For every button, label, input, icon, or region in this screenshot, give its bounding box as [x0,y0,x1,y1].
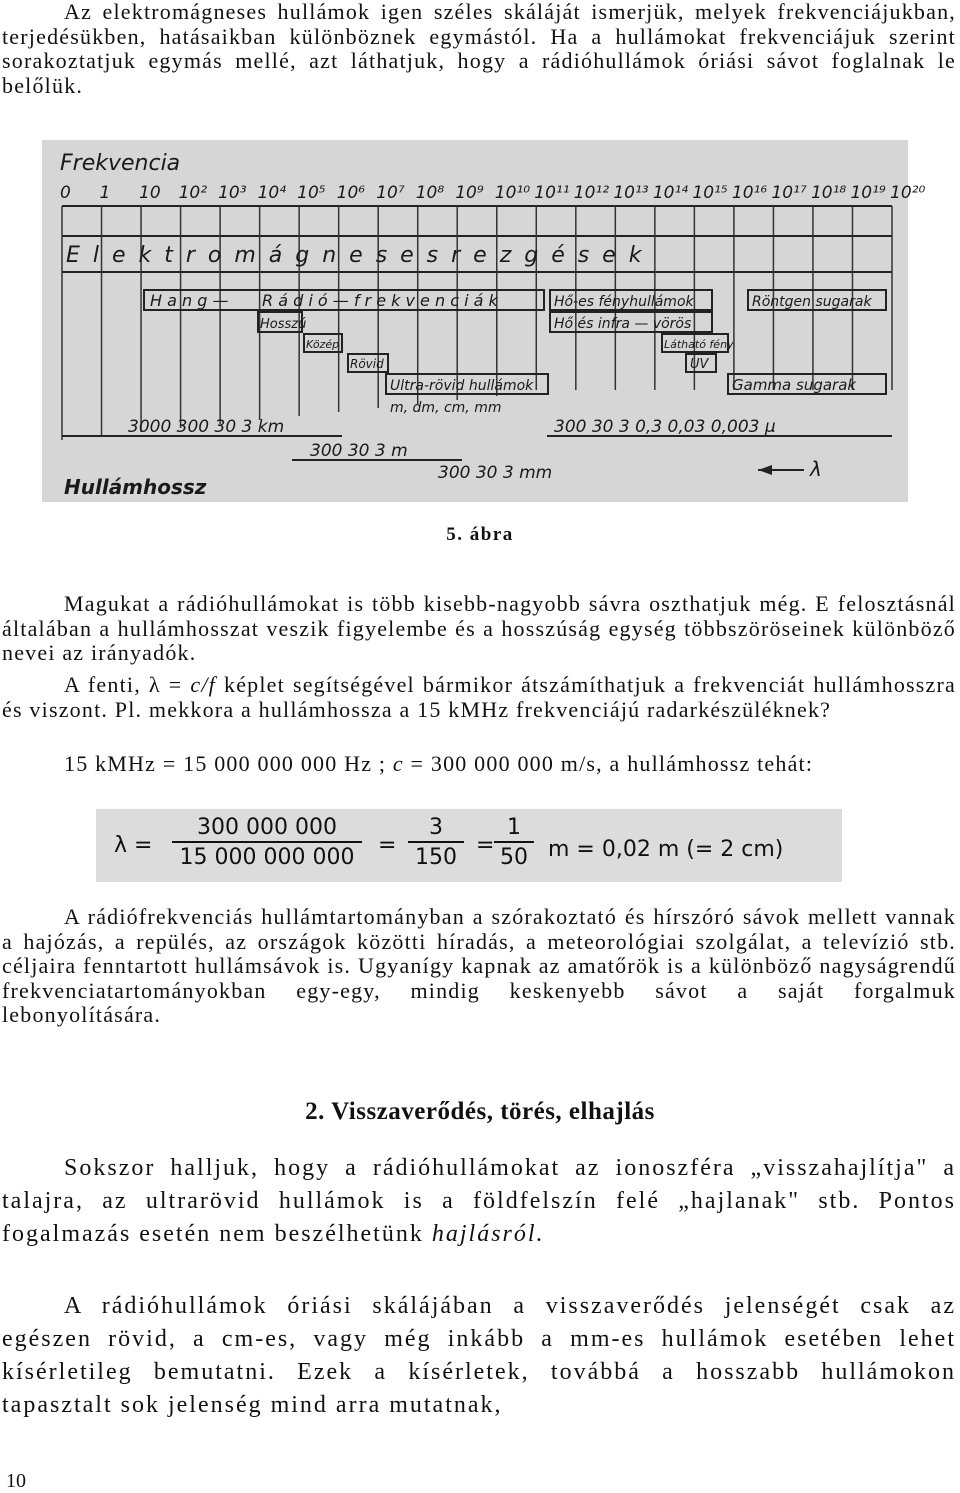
frequency-tick-label: 10¹⁰ [494,183,531,203]
frequency-tick-label: 10¹³ [613,183,649,203]
band-gamma: Gamma sugarak [732,376,857,394]
frequency-tick-label: 10⁸ [415,183,445,203]
frequency-ticks [60,183,925,203]
wavelength-label: Hullámhossz [64,475,207,499]
frequency-tick-label: 10⁶ [336,183,366,203]
formula-result: m = 0,02 m (= 2 cm) [548,837,784,862]
band-lathato: Látható fény [664,338,734,351]
frequency-tick-label: 10 [139,183,161,203]
band-units: m, dm, cm, mm [390,400,502,416]
wavelength-formula: λ = $\frac{300 000 000}{15 000 000 000}$ = $\frac{3}{150}$ = $\frac{1}{50}$ m = 0,02 m (= 2 cm) [96,809,842,882]
frequency-tick-label: 10⁵ [297,183,326,203]
band-hoinfra: Hő és infra — vörös [554,316,692,332]
intro-paragraph: Az elektromágneses hullámok igen széles skáláját ismerjük, melyek frekvenciájukban, terjedésükben, hatásaikban különböznek egymástól. Ha a hullámokat frekvenciájuk szerint sorakoztatjuk egymás mellé, azt láthatjuk, hogy a rádióhullámok óriási sávot foglalnak le belőlük. [2,0,956,98]
wavelength-row-micron: 300 30 3 0,3 0,03 0,003 μ [554,417,776,437]
frequency-tick-label: 10³ [218,183,247,203]
formula-lambda: λ = [114,833,153,858]
frequency-tick-label: 10¹⁷ [771,183,807,203]
figure-caption: 5. ábra [446,524,514,545]
lambda-symbol: λ [810,457,822,481]
reflection-paragraph: A rádióhullámok óriási skálájában a visszaverődés jelenségét csak az egészen rövid, a cm-es, vagy még inkább a mm-es hullámok esetében lehet kísérletileg bemutatni. Ezek a kísérletek, továbbá a hosszabb hullámokon tapasztalt sok jelenség mind arra mutatnak, [2,1293,956,1418]
frequency-tick-label: 10¹⁴ [652,183,689,203]
band-ultra: Ultra-rövid hullámok [390,378,534,394]
frequency-tick-label: 10¹⁵ [692,183,728,203]
refraction-paragraph: Sokszor halljuk, hogy a rádióhullámokat az ionoszféra „visszahajlítja" a talajra, az ultrarövid hullámok is a földfelszín felé „hajlanak" stb. Pontos fogalmazás esetén nem beszélhetünk hajlásról. [2,1155,956,1247]
section-heading: 2. Visszaverődés, törés, elhajlás [305,1098,655,1125]
frequency-tick-label: 10² [178,183,208,203]
em-label: E l e k t r o m á g n e s e s r e z g é s e k [66,243,645,268]
frequency-tick-label: 10²⁰ [890,183,926,203]
formula-fraction-3: $\frac{1}{50}$ [494,815,534,870]
bands-paragraph: Magukat a rádióhullámokat is több kisebb-nagyobb sávra oszthatjuk még. E felosztásnál általában a hullámhosszat veszik figyelembe és a hosszúság egység többszöröseinek különböző nevei az irányadók. [2,591,956,665]
wavelength-row-km: 3000 300 30 3 km [128,417,285,437]
band-hosszu: Hosszú [260,317,307,332]
allocation-paragraph: A rádiófrekvenciás hullámtartományban a szórakoztató és hírszóró sávok mellett vannak a hajózás, a repülés, az országok közötti híradás, a meteorológiai szolgálat, a televízió stb. céljaira fenntartott hullámsávok is. Ugyanígy kapnak az amatőrök is a különböző nagyságrendű frekvenciatartományokban egy-egy, mindig keskenyebb sávot a saját forgalmuk lebonyolítására. [2,904,956,1027]
page-number: 10 [6,1470,26,1492]
spectrum-diagram [42,140,926,502]
band-rovid: Rövid [350,357,384,371]
band-kozep: Közép [306,338,340,351]
band-rontgen: Röntgen sugarak [752,294,872,310]
frequency-tick-label: 0 [60,183,71,203]
frequency-tick-label: 10¹⁸ [810,183,847,203]
band-hang: H a n g — [150,291,229,310]
example-paragraph: 15 kMHz = 15 000 000 000 Hz ; c = 300 000 000 m/s, a hullámhossz tehát: [64,751,814,776]
spectrum-figure [42,140,926,502]
wavelength-row-mm: 300 30 3 mm [438,463,553,483]
band-radio: R á d i ó — f r e k v e n c i á k [262,291,498,310]
formula-paragraph: A fenti, λ = c/f képlet segítségével bármikor átszámíthatjuk a frekvenciát hullámhosszra és viszont. Pl. mekkora a hullámhossza a 15 kMHz frekvenciájú radarkészüléknek? [2,672,957,722]
formula-fraction-2: $\frac{3}{150}$ [408,815,464,870]
band-hoes: Hő-es fényhullámok [554,294,694,310]
frequency-tick-label: 10⁹ [455,183,484,203]
frequency-tick-label: 10¹⁶ [731,183,768,203]
frequency-tick-label: 10¹¹ [534,183,570,203]
frequency-tick-label: 10¹² [573,183,610,203]
formula-fraction-1: $\frac{300 000 000}{15 000 000 000}$ [172,815,362,870]
wavelength-row-m: 300 30 3 m [310,441,408,461]
frequency-tick-label: 10⁴ [257,183,287,203]
band-uv: UV [690,357,709,372]
frequency-tick-label: 10¹⁹ [850,183,886,203]
frequency-tick-label: 10⁷ [376,183,405,203]
figure-title: Frekvencia [60,151,181,176]
frequency-tick-label: 1 [99,183,111,203]
